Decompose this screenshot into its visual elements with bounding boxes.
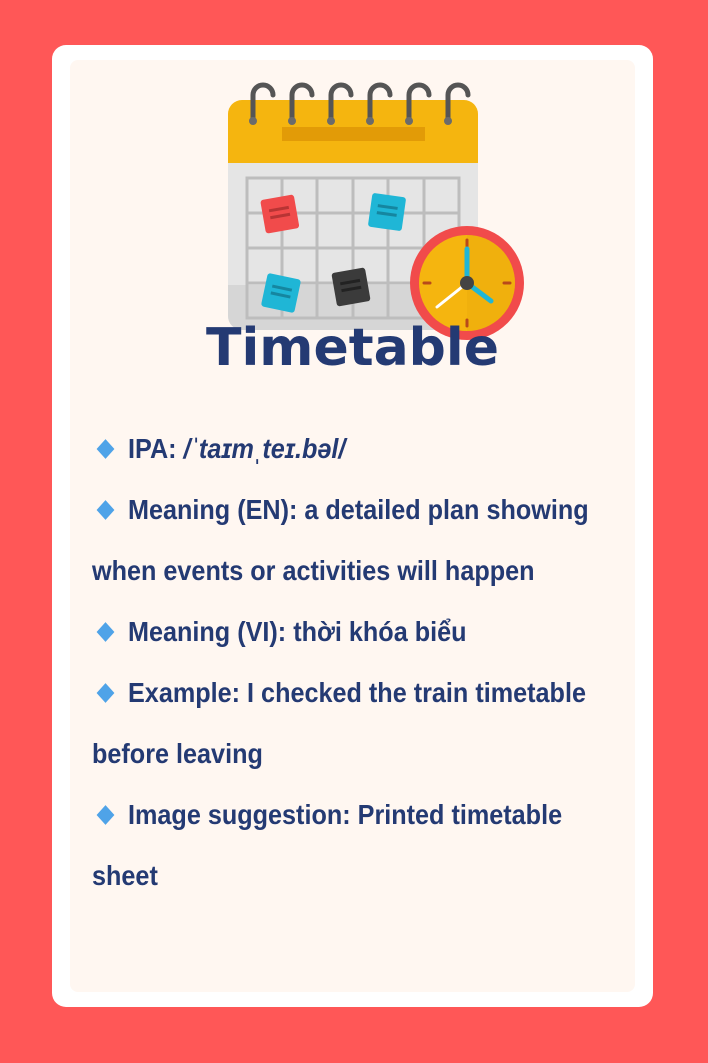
word-title: Timetable	[205, 318, 499, 378]
diamond-bullet-icon	[97, 500, 115, 520]
vocab-card	[52, 45, 653, 1007]
calendar-clock-icon	[225, 75, 525, 345]
item-value: a detailed plan showing when events or activities will happen	[92, 494, 589, 586]
list-item-image-suggestion	[92, 784, 627, 906]
diamond-bullet-icon	[97, 805, 115, 825]
item-value: /ˈtaɪmˌteɪ.bəl/	[183, 433, 346, 464]
list-item-meaning-en	[92, 479, 627, 601]
item-label: Meaning (EN):	[128, 494, 298, 525]
diamond-bullet-icon	[97, 622, 115, 642]
item-label: IPA:	[128, 433, 177, 464]
definition-list	[92, 418, 627, 906]
item-value: thời khóa biểu	[293, 616, 467, 647]
item-value: Printed timetable sheet	[92, 799, 563, 891]
list-item-example	[92, 662, 627, 784]
diamond-bullet-icon	[97, 439, 115, 459]
list-item-meaning-vi	[92, 601, 627, 662]
item-label: Example:	[128, 677, 241, 708]
item-value: I checked the train timetable before leaving	[92, 677, 586, 769]
list-item-ipa	[92, 418, 627, 479]
card-content-area	[70, 60, 635, 992]
item-label: Image suggestion:	[128, 799, 351, 830]
diamond-bullet-icon	[97, 683, 115, 703]
item-label: Meaning (VI):	[128, 616, 287, 647]
